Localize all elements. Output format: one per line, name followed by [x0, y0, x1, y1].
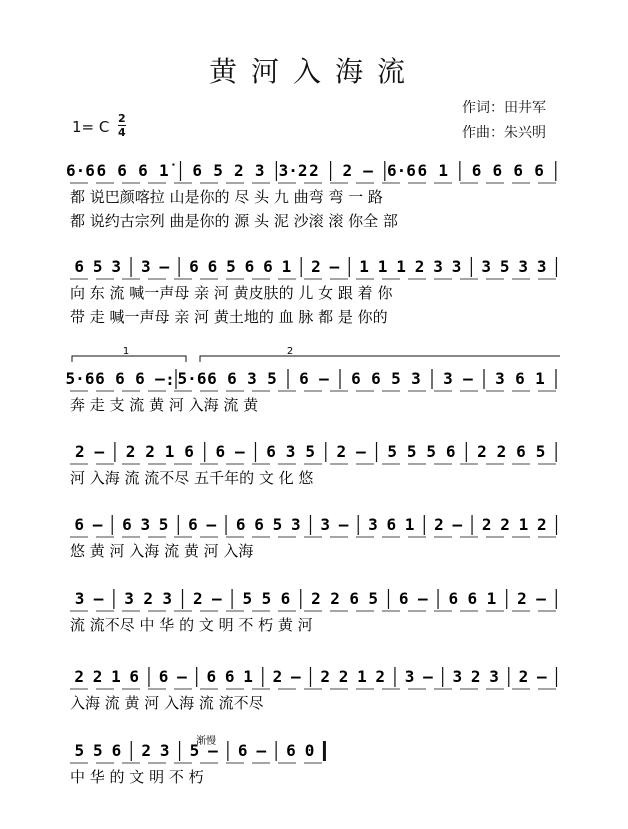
- note: 3: [495, 369, 505, 388]
- note: 3: [74, 589, 85, 608]
- note: 5: [92, 257, 103, 276]
- note: 6: [189, 257, 199, 276]
- note: 3: [451, 257, 462, 276]
- repeat-dots: :: [165, 370, 175, 389]
- time-signature-top: 2: [118, 112, 126, 125]
- note: 2: [477, 442, 487, 461]
- note: 6: [95, 369, 105, 388]
- note: 6·6: [65, 161, 95, 180]
- note: 2: [272, 667, 283, 686]
- note: 6: [115, 369, 125, 388]
- note: 2: [338, 667, 349, 686]
- note: 6: [286, 741, 296, 760]
- note: 6: [467, 589, 478, 608]
- note: 1: [164, 442, 175, 461]
- note: 2: [192, 589, 203, 608]
- lyric-line: 入海 流 黄 河 入海 流 流不尽: [70, 694, 264, 712]
- note: –: [417, 589, 428, 608]
- note: 5: [387, 442, 397, 461]
- note: 3: [141, 257, 151, 276]
- note: –: [94, 442, 105, 461]
- note: –: [329, 257, 340, 276]
- note: 3: [247, 369, 257, 388]
- note: 3: [320, 515, 330, 534]
- note: –: [159, 257, 170, 276]
- note: 6: [515, 369, 525, 388]
- note: –: [423, 667, 433, 686]
- note: 5: [189, 741, 200, 760]
- volta-second-label: 2: [286, 346, 294, 357]
- note: 6: [471, 161, 482, 180]
- note: 3: [433, 257, 443, 276]
- note: 5: [267, 369, 277, 388]
- note: 2: [434, 515, 444, 534]
- note: 2: [500, 515, 510, 534]
- lyric-line: 流 流不尽 中 华 的 文 明 不 朽 黄 河: [70, 616, 313, 634]
- note: 3: [290, 515, 301, 534]
- note: 2: [311, 257, 321, 276]
- note: 6: [266, 442, 276, 461]
- note: 1: [243, 667, 253, 686]
- note: 2: [309, 161, 319, 180]
- note: 6: [192, 161, 202, 180]
- note: 6: [448, 589, 459, 608]
- note: 1: [535, 369, 545, 388]
- note: 5: [261, 589, 272, 608]
- lyric-line: 都 说约古宗列 曲是你的 源 头 泥 沙滚 滚 你全 部: [70, 212, 398, 230]
- lyric-line: 向 东 流 喊一声母 亲 河 黄皮肤的 儿 女 跟 着 你: [70, 284, 393, 302]
- note: –: [256, 741, 267, 760]
- note: 3: [411, 369, 421, 388]
- note: 1̇: [158, 161, 169, 180]
- note: 1: [486, 589, 497, 608]
- note: 6: [299, 369, 309, 388]
- note: 2: [414, 257, 425, 276]
- note: 6: [492, 161, 503, 180]
- lyric-line: 中 华 的 文 明 不 朽: [70, 768, 204, 786]
- tempo-mark: 渐慢: [196, 736, 216, 747]
- note: 2: [141, 741, 151, 760]
- note: –: [363, 161, 373, 180]
- note: –: [356, 442, 366, 461]
- note: 6: [254, 515, 264, 534]
- note: 6: [135, 369, 145, 388]
- note: 1: [357, 667, 367, 686]
- note: 6: [206, 667, 217, 686]
- note: 3: [368, 515, 378, 534]
- note: 2: [336, 442, 347, 461]
- note: –: [206, 515, 217, 534]
- note: 2: [375, 667, 386, 686]
- note: 3·2: [278, 161, 308, 180]
- note: 5: [158, 515, 169, 534]
- note: 5: [93, 741, 103, 760]
- note: 6: [398, 589, 409, 608]
- note: 2: [143, 589, 154, 608]
- note: 3: [254, 161, 265, 180]
- note: 6·6: [387, 161, 416, 180]
- note: –: [319, 369, 329, 388]
- note: 6: [280, 589, 291, 608]
- lyric-line: 带 走 喊一声母 亲 河 黄土地的 血 脉 都 是 你的: [70, 308, 388, 326]
- note: 2: [145, 442, 155, 461]
- volta-second-bracket: [200, 356, 560, 362]
- note: 1: [111, 667, 121, 686]
- note: 2: [74, 667, 84, 686]
- note: 6: [386, 515, 397, 534]
- note: 5: [499, 257, 510, 276]
- note: 6: [237, 741, 248, 760]
- note: –: [92, 515, 103, 534]
- note: 2: [92, 667, 103, 686]
- note: –: [208, 741, 218, 760]
- note: 5: [74, 741, 85, 760]
- note: 5: [226, 257, 236, 276]
- note: 2: [311, 589, 321, 608]
- note: 5: [406, 442, 417, 461]
- note: 6: [138, 161, 148, 180]
- note: 6: [117, 161, 127, 180]
- note: 3: [452, 667, 463, 686]
- lyric-line: 都 说巴颜喀拉 山是你的 尽 头 九 曲弯 弯 一 路: [70, 188, 383, 206]
- note: –: [536, 589, 546, 608]
- note: 6: [263, 257, 273, 276]
- note: 6: [351, 369, 361, 388]
- note: 3: [489, 667, 499, 686]
- lyricist-credit: 作词：田井军: [462, 100, 546, 116]
- note: –: [212, 589, 222, 608]
- note: 2: [342, 161, 353, 180]
- note: 5·6: [177, 369, 207, 388]
- note: 6: [129, 667, 140, 686]
- note: 5: [368, 589, 379, 608]
- key-signature: 1= C: [72, 118, 110, 136]
- note: 2: [234, 161, 244, 180]
- note: 5: [242, 589, 253, 608]
- note: 3: [518, 257, 528, 276]
- note: 2: [496, 442, 507, 461]
- note: 3: [536, 257, 547, 276]
- note: 5: [213, 161, 223, 180]
- note: 6: [227, 369, 237, 388]
- note: 2: [320, 667, 330, 686]
- lyric-line: 悠 黄 河 入海 流 黄 河 入海: [70, 542, 254, 560]
- note: –: [338, 515, 349, 534]
- note: 2: [517, 589, 527, 608]
- lyric-line: 奔 走 支 流 黄 河 入海 流 黄: [70, 396, 259, 414]
- note: 6: [158, 667, 169, 686]
- note: 3: [443, 369, 453, 388]
- note: 5: [305, 442, 315, 461]
- note: 1: [396, 257, 406, 276]
- note: 5: [426, 442, 437, 461]
- note: 6: [74, 515, 84, 534]
- note: 3: [404, 667, 415, 686]
- note: 6: [445, 442, 456, 461]
- note: 6: [417, 161, 428, 180]
- note: 6: [244, 257, 255, 276]
- note: 5·6: [65, 369, 95, 388]
- note: 6: [516, 442, 526, 461]
- note: 6: [207, 257, 218, 276]
- note: 3: [162, 589, 173, 608]
- note: 6: [74, 257, 85, 276]
- note: 6: [235, 515, 246, 534]
- note: 5: [272, 515, 283, 534]
- note: –: [93, 589, 104, 608]
- note: 1: [404, 515, 415, 534]
- note: 6: [111, 741, 122, 760]
- note: 1: [438, 161, 448, 180]
- note: 6: [215, 442, 226, 461]
- note: 3: [159, 741, 170, 760]
- note: –: [452, 515, 463, 534]
- note: 2: [470, 667, 481, 686]
- note: 6: [349, 589, 359, 608]
- note: 6: [224, 667, 235, 686]
- note: 3: [124, 589, 134, 608]
- note: 6: [371, 369, 381, 388]
- note: 2: [518, 667, 529, 686]
- page-title: 黄河入海流: [208, 55, 419, 88]
- note: 2: [481, 515, 492, 534]
- note: –: [235, 442, 245, 461]
- note: –: [177, 667, 187, 686]
- note: 1: [359, 257, 369, 276]
- note: 6: [96, 161, 107, 180]
- note: 2: [536, 515, 547, 534]
- note: 0: [304, 741, 315, 760]
- note: 6: [188, 515, 198, 534]
- note: –: [463, 369, 473, 388]
- note: 6: [513, 161, 524, 180]
- note: 1: [377, 257, 388, 276]
- note: –: [155, 369, 165, 388]
- note: 3: [285, 442, 296, 461]
- composer-credit: 作曲：朱兴明: [462, 125, 546, 141]
- note: 5: [535, 442, 546, 461]
- note: 1: [518, 515, 529, 534]
- note: 6: [122, 515, 132, 534]
- note: 2: [74, 442, 85, 461]
- note: –: [536, 667, 547, 686]
- note: 6: [534, 161, 544, 180]
- time-signature-bottom: 4: [118, 126, 126, 139]
- lyric-line: 河 入海 流 流不尽 五千年的 文 化 悠: [70, 469, 314, 487]
- note: 2: [125, 442, 136, 461]
- note: 3: [140, 515, 151, 534]
- volta-first-label: 1: [122, 346, 130, 357]
- note: 6: [207, 369, 217, 388]
- note: –: [290, 667, 301, 686]
- note: 5: [391, 369, 401, 388]
- note: 6: [184, 442, 194, 461]
- note: 3: [111, 257, 122, 276]
- note: 1: [281, 257, 292, 276]
- note: 2: [330, 589, 340, 608]
- note: 3: [481, 257, 491, 276]
